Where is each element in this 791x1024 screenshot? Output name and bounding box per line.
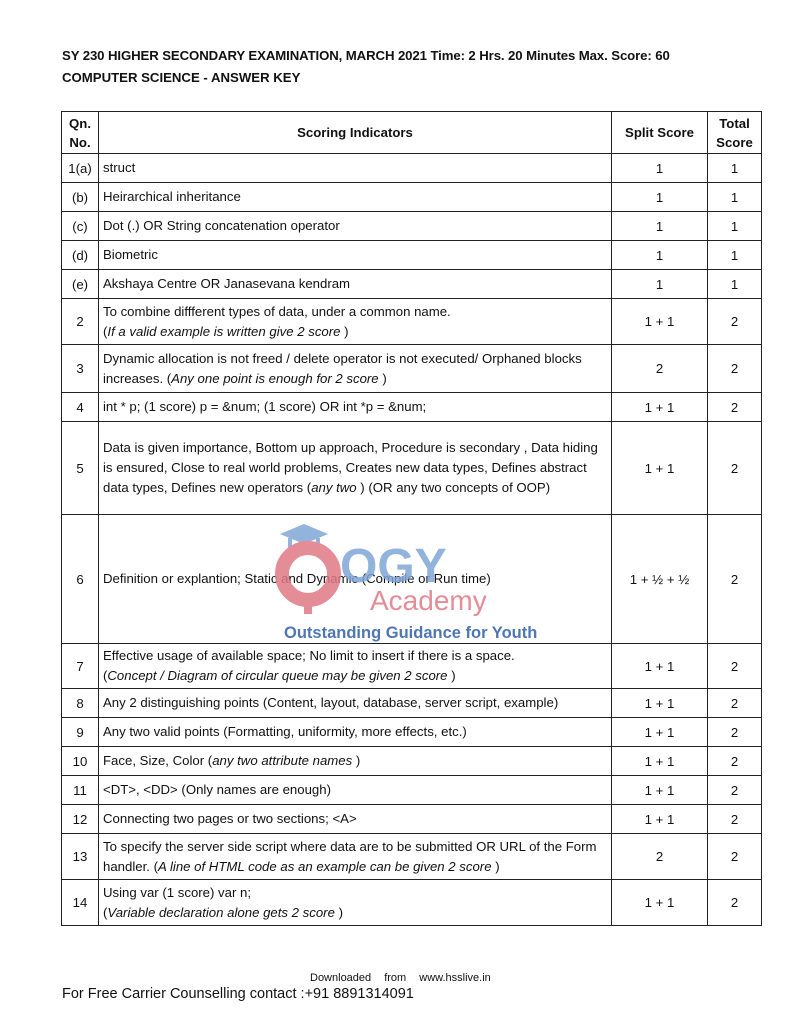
scoring-note: any two attribute names — [212, 753, 353, 768]
scoring-paren: ) (OR any two concepts of OOP) — [356, 480, 551, 495]
question-number: 7 — [62, 644, 99, 689]
table-row — [62, 345, 762, 393]
scoring-indicator — [99, 644, 612, 689]
question-number: 4 — [62, 393, 99, 422]
table-row — [62, 212, 762, 241]
scoring-indicator — [99, 270, 612, 299]
scoring-text: Dynamic allocation is not freed / delete operator is not executed/ Orphaned blocks increases. ( — [103, 350, 582, 386]
total-score: 2 — [708, 345, 762, 393]
table-row — [62, 718, 762, 747]
scoring-paren: ) — [340, 323, 349, 339]
question-number: 8 — [62, 689, 99, 718]
split-score: 2 — [612, 345, 708, 393]
watermark-brand: OGY — [340, 540, 447, 593]
scoring-indicator — [99, 718, 612, 747]
scoring-text: Using var (1 score) var n; — [103, 884, 252, 900]
total-score: 1 — [708, 212, 762, 241]
table-row — [62, 299, 762, 345]
total-score: 2 — [708, 747, 762, 776]
question-number: 12 — [62, 805, 99, 834]
header-scoring-indicators: Scoring Indicators — [99, 112, 612, 154]
table-row — [62, 422, 762, 515]
scoring-indicator — [99, 776, 612, 805]
question-number: (d) — [62, 241, 99, 270]
question-number: 5 — [62, 422, 99, 515]
total-score: 2 — [708, 880, 762, 926]
table-row — [62, 644, 762, 689]
table-row — [62, 834, 762, 880]
scoring-paren: ) — [378, 370, 387, 386]
scoring-indicator — [99, 183, 612, 212]
total-score: 1 — [708, 154, 762, 183]
question-number: (e) — [62, 270, 99, 299]
scoring-text: Connecting two pages or two sections; <A> — [103, 811, 357, 826]
scoring-paren: ( — [103, 668, 108, 683]
scoring-text: struct — [103, 160, 136, 175]
scoring-indicator — [99, 241, 612, 270]
scoring-note: If a valid example is written give 2 score — [107, 323, 341, 339]
scoring-indicator — [99, 515, 612, 644]
scoring-text: To combine diffferent types of data, under a common name. — [103, 303, 451, 319]
scoring-indicator — [99, 299, 612, 345]
downloaded-from-text: Downloaded from www.hsslive.in — [310, 972, 491, 984]
table-row — [62, 393, 762, 422]
scoring-paren: ( — [103, 904, 108, 920]
scoring-text: Any two valid points (Formatting, uniformity, more effects, etc.) — [103, 724, 467, 739]
split-score: 1 — [612, 154, 708, 183]
scoring-note: Variable declaration alone gets 2 score — [107, 904, 335, 920]
split-score: 1 + 1 — [612, 718, 708, 747]
question-number: 11 — [62, 776, 99, 805]
scoring-text: To specify the server side script where data are to be submitted OR URL of the Form handler. ( — [103, 838, 597, 874]
question-number: (c) — [62, 212, 99, 241]
scoring-note: Concept / Diagram of circular queue may be given 2 score — [107, 668, 448, 683]
scoring-paren: ) — [334, 904, 343, 920]
question-number: 10 — [62, 747, 99, 776]
question-number: 13 — [62, 834, 99, 880]
scoring-indicator — [99, 212, 612, 241]
question-number: 9 — [62, 718, 99, 747]
watermark-tagline: Outstanding Guidance for Youth — [284, 624, 538, 642]
split-score: 1 + 1 — [612, 880, 708, 926]
total-score: 2 — [708, 644, 762, 689]
split-score: 1 + 1 — [612, 644, 708, 689]
scoring-text: Akshaya Centre OR Janasevana kendram — [103, 276, 351, 291]
table-row — [62, 241, 762, 270]
table-row — [62, 747, 762, 776]
scoring-text: Definition or explantion; Static and Dynamic (Compile or Run time) — [103, 571, 491, 586]
scoring-text: Face, Size, Color ( — [103, 753, 213, 768]
total-score: 2 — [708, 805, 762, 834]
scoring-paren: ( — [103, 323, 108, 339]
scoring-text: Data is given importance, Bottom up approach, Procedure is secondary , Data hiding is ensured, Close to real world problems, Creates new data types, Defines abstract data types, Defines new operators ( — [103, 440, 598, 495]
total-score: 2 — [708, 834, 762, 880]
scoring-indicator — [99, 834, 612, 880]
scoring-text: Any 2 distinguishing points (Content, layout, database, server script, example) — [103, 695, 559, 710]
scoring-paren: ) — [491, 858, 500, 874]
total-score: 2 — [708, 299, 762, 345]
header-split-score: Split Score — [612, 112, 708, 154]
split-score: 1 + 1 — [612, 422, 708, 515]
scoring-paren: ) — [447, 668, 456, 683]
counselling-contact-text: For Free Carrier Counselling contact :+91 8891314091 — [62, 986, 414, 1002]
scoring-indicator — [99, 880, 612, 926]
split-score: 1 + ½ + ½ — [612, 515, 708, 644]
question-number: 1(a) — [62, 154, 99, 183]
question-number: 3 — [62, 345, 99, 393]
total-score: 2 — [708, 422, 762, 515]
scoring-note: A line of HTML code as an example can be given 2 score — [157, 858, 492, 874]
table-row — [62, 270, 762, 299]
split-score: 1 + 1 — [612, 393, 708, 422]
question-number: (b) — [62, 183, 99, 212]
split-score: 1 — [612, 183, 708, 212]
answer-key-title: COMPUTER SCIENCE - ANSWER KEY — [62, 70, 301, 85]
scoring-indicator — [99, 689, 612, 718]
scoring-indicator — [99, 345, 612, 393]
split-score: 2 — [612, 834, 708, 880]
table-row — [62, 689, 762, 718]
table-row — [62, 805, 762, 834]
table-header-row — [62, 112, 762, 154]
total-score: 2 — [708, 689, 762, 718]
scoring-indicator — [99, 805, 612, 834]
answer-key-table — [61, 111, 762, 926]
split-score: 1 + 1 — [612, 747, 708, 776]
header-qn: Qn. No. — [62, 112, 99, 154]
scoring-note: any two — [311, 480, 357, 495]
split-score: 1 — [612, 212, 708, 241]
total-score: 1 — [708, 241, 762, 270]
table-row — [62, 154, 762, 183]
split-score: 1 + 1 — [612, 805, 708, 834]
scoring-text: int * p; (1 score) p = &num; (1 score) OR int *p = &num; — [103, 399, 427, 414]
header-total-score: Total Score — [708, 112, 762, 154]
split-score: 1 + 1 — [612, 689, 708, 718]
scoring-paren: ) — [352, 753, 361, 768]
watermark-academy: Academy — [370, 585, 487, 616]
total-score: 1 — [708, 270, 762, 299]
total-score: 1 — [708, 183, 762, 212]
total-score: 2 — [708, 718, 762, 747]
scoring-indicator — [99, 393, 612, 422]
split-score: 1 — [612, 270, 708, 299]
table-row — [62, 183, 762, 212]
table-row — [62, 776, 762, 805]
scoring-text: Effective usage of available space; No limit to insert if there is a space. — [103, 648, 515, 663]
total-score: 2 — [708, 515, 762, 644]
split-score: 1 + 1 — [612, 299, 708, 345]
table-row — [62, 515, 762, 644]
scoring-note: Any one point is enough for 2 score — [171, 370, 379, 386]
question-number: 14 — [62, 880, 99, 926]
scoring-text: Biometric — [103, 247, 158, 262]
total-score: 2 — [708, 776, 762, 805]
question-number: 6 — [62, 515, 99, 644]
table-row — [62, 880, 762, 926]
scoring-text: Dot (.) OR String concatenation operator — [103, 218, 340, 233]
scoring-indicator — [99, 747, 612, 776]
scoring-indicator — [99, 154, 612, 183]
scoring-text: Heirarchical inheritance — [103, 189, 241, 204]
split-score: 1 + 1 — [612, 776, 708, 805]
total-score: 2 — [708, 393, 762, 422]
split-score: 1 — [612, 241, 708, 270]
scoring-text: <DT>, <DD> (Only names are enough) — [103, 782, 331, 797]
scoring-indicator — [99, 422, 612, 515]
question-number: 2 — [62, 299, 99, 345]
exam-title: SY 230 HIGHER SECONDARY EXAMINATION, MARCH 2021 Time: 2 Hrs. 20 Minutes Max. Score: 60 — [62, 48, 670, 63]
